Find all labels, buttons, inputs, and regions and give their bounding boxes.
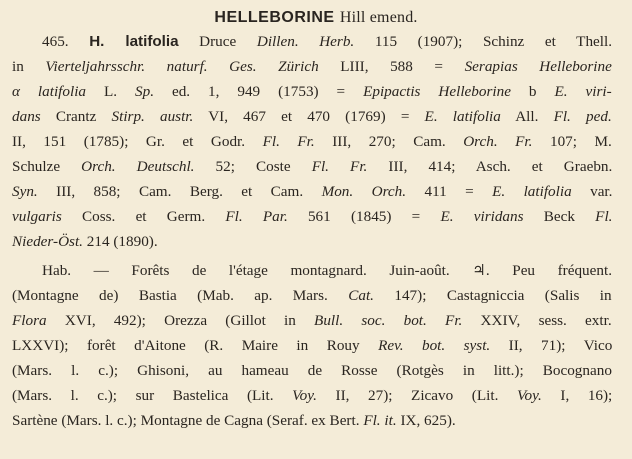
italic-citation: Bull. soc. bot. Fr. <box>314 312 463 329</box>
text-segment: VI, 467 et 470 (1769) = <box>193 108 425 125</box>
text-segment: in <box>12 58 46 75</box>
italic-citation: Vierteljahrsschr. naturf. Ges. Zürich <box>45 58 319 75</box>
text-segment: III, 270; Cam. <box>314 133 464 150</box>
text-line <box>12 182 612 202</box>
text-line <box>12 157 612 177</box>
species-name: H. latifolia <box>89 33 179 50</box>
text-line <box>12 361 612 381</box>
text-line <box>12 82 612 102</box>
italic-citation: E. viridans <box>440 208 524 225</box>
italic-citation: Voy. <box>292 387 317 404</box>
genus-authority: Hill emend. <box>339 9 418 26</box>
italic-citation: vulgaris <box>12 208 62 225</box>
italic-citation: Stirp. austr. <box>111 108 194 125</box>
text-line <box>12 411 456 431</box>
text-line <box>12 286 612 306</box>
italic-citation: Sp. <box>135 83 154 100</box>
italic-citation: Mon. Orch. <box>321 183 407 200</box>
text-line <box>12 57 612 77</box>
italic-citation: E. latifolia <box>424 108 501 125</box>
text-segment: XVI, 492); Orezza (Gillot in <box>46 312 315 329</box>
text-segment: II, 27); Zicavo (Lit. <box>316 387 517 404</box>
italic-citation: Fl. it. <box>363 412 397 429</box>
italic-citation: Orch. Fr. <box>463 133 533 150</box>
italic-citation: Epipactis Helleborine <box>363 83 511 100</box>
text-line <box>12 336 612 356</box>
italic-citation: Syn. <box>12 183 38 200</box>
text-segment: var. <box>571 183 613 200</box>
text-segment: Sartène (Mars. l. c.); Montagne de Cagna (Seraf. ex Bert. <box>12 412 364 429</box>
italic-citation: dans <box>12 108 41 125</box>
italic-citation: Fl. Par. <box>225 208 288 225</box>
italic-citation: Dillen. Herb. <box>256 33 355 50</box>
text-segment: 107; M. <box>532 133 612 150</box>
text-segment: LIII, 588 = <box>318 58 465 75</box>
text-line <box>42 261 612 281</box>
text-segment: (Montagne de) Bastia (Mab. ap. Mars. <box>12 287 349 304</box>
italic-citation: Nieder-Öst. <box>12 233 83 250</box>
text-segment: Coss. et Germ. <box>61 208 226 225</box>
text-segment: Schulze <box>12 158 82 175</box>
text-segment: (Mars. l. c.); sur Bastelica (Lit. <box>12 387 293 404</box>
text-segment: LXXVI); forêt d'Aitone (R. Maire in Rouy <box>12 337 379 354</box>
text-segment: (Mars. l. c.); Ghisoni, au hameau de Rosse (Rotgès in litt.); Bocognano <box>12 362 612 379</box>
italic-citation: Fl. Fr. <box>311 158 368 175</box>
text-segment: II, 151 (1785); Gr. et Godr. <box>12 133 263 150</box>
text-segment: 147); Castagniccia (Salis in <box>373 287 612 304</box>
text-line <box>12 386 612 406</box>
text-segment: II, 71); Vico <box>490 337 613 354</box>
text-segment: 561 (1845) = <box>287 208 441 225</box>
italic-citation: α latifolia <box>12 83 87 100</box>
text-segment: 411 = <box>406 183 493 200</box>
text-line <box>42 32 612 52</box>
text-line <box>12 232 158 252</box>
text-segment: III, 858; Cam. Berg. et Cam. <box>37 183 322 200</box>
italic-citation: Cat. <box>348 287 374 304</box>
italic-citation: E. viri- <box>554 83 612 100</box>
text-segment: Beck <box>523 208 596 225</box>
text-segment: L. <box>86 83 136 100</box>
text-segment: IX, 625). <box>396 412 456 429</box>
italic-citation: Rev. bot. syst. <box>378 337 491 354</box>
genus-name: HELLEBORINE <box>214 9 335 26</box>
section-heading <box>0 6 632 29</box>
italic-citation: Voy. <box>516 387 542 404</box>
italic-citation: Fl. ped. <box>553 108 612 125</box>
italic-citation: Serapias Helleborine <box>464 58 612 75</box>
text-segment: All. <box>500 108 554 125</box>
text-segment: Druce <box>178 33 257 50</box>
text-segment: XXIV, sess. extr. <box>462 312 612 329</box>
text-segment: 52; Coste <box>194 158 312 175</box>
italic-citation: Fl. Fr. <box>262 133 315 150</box>
text-segment: III, 414; Asch. et Graebn. <box>367 158 613 175</box>
italic-citation: Fl. <box>595 208 613 225</box>
text-line <box>12 107 612 127</box>
text-segment: ed. 1, 949 (1753) = <box>154 83 364 100</box>
text-segment: 465. <box>42 33 90 50</box>
italic-citation: E. latifolia <box>492 183 572 200</box>
text-segment: I, 16); <box>541 387 613 404</box>
text-line <box>12 132 612 152</box>
text-line <box>12 207 612 227</box>
text-segment: b <box>510 83 555 100</box>
text-segment: 115 (1907); Schinz et Thell. <box>354 33 613 50</box>
italic-citation: Flora <box>12 312 47 329</box>
text-segment: Crantz <box>40 108 112 125</box>
text-segment: Hab. — Forêts de l'étage montagnard. Juin-août. ♃. Peu fréquent. <box>42 262 613 279</box>
text-line <box>12 311 612 331</box>
italic-citation: Orch. Deutschl. <box>81 158 195 175</box>
text-segment: 214 (1890). <box>82 233 158 250</box>
